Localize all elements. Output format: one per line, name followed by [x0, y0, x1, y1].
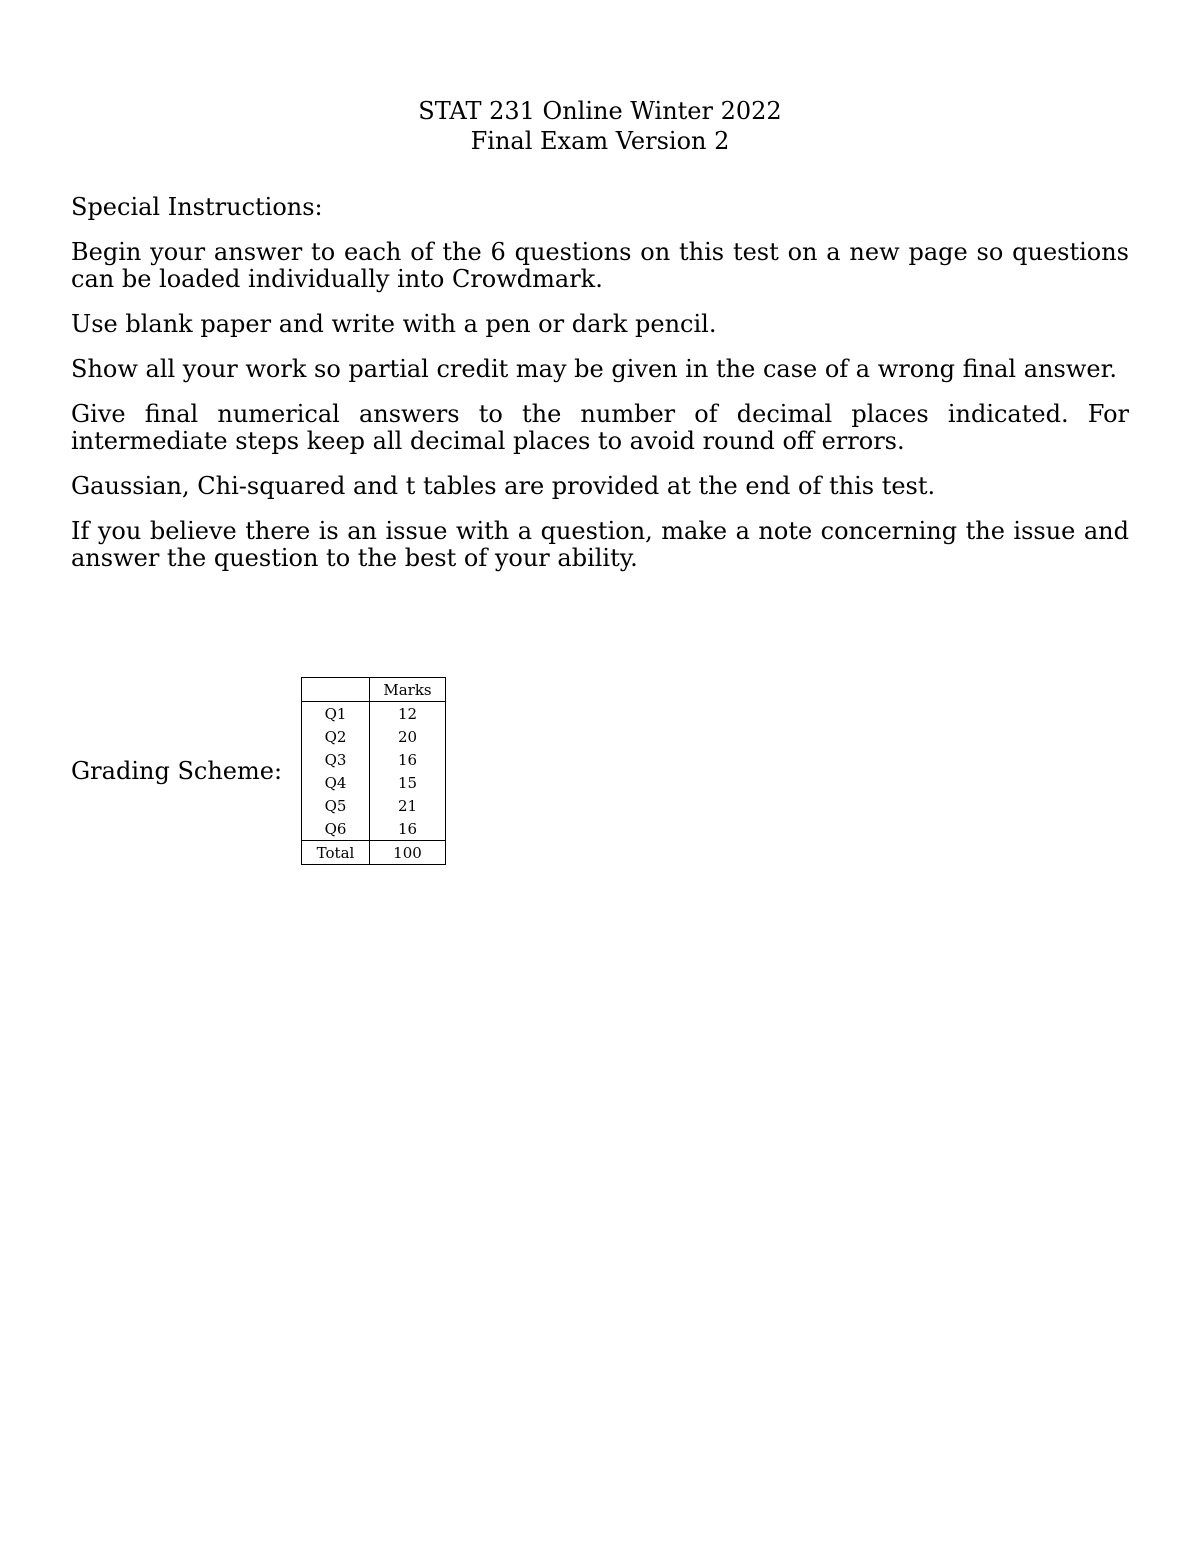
- marks-table-header-row: [302, 678, 446, 702]
- table-row: [302, 794, 446, 817]
- course-title: STAT 231 Online Winter 2022: [418, 97, 782, 125]
- table-row: [302, 748, 446, 771]
- table-row: [302, 725, 446, 748]
- question-cell: Q3: [302, 748, 370, 771]
- marks-cell: 16: [370, 748, 446, 771]
- question-cell: Q2: [302, 725, 370, 748]
- marks-cell: 21: [370, 794, 446, 817]
- header-blank-cell: [302, 678, 370, 702]
- grading-scheme: [71, 675, 446, 867]
- table-row: [302, 771, 446, 794]
- grading-scheme-label: Grading Scheme:: [71, 757, 283, 785]
- question-cell: Q6: [302, 817, 370, 841]
- instructions-section: [71, 193, 1129, 590]
- marks-cell: 12: [370, 702, 446, 726]
- instruction-paragraph: Show all your work so partial credit may be given in the case of a wrong final answer.: [71, 355, 1118, 383]
- total-label-cell: Total: [302, 841, 370, 865]
- question-cell: Q4: [302, 771, 370, 794]
- instruction-paragraph: If you believe there is an issue with a question, make a note concerning the issue and answer the question to the best of your ability.: [71, 517, 1129, 572]
- table-row: [302, 817, 446, 841]
- marks-cell: 16: [370, 817, 446, 841]
- marks-cell: 15: [370, 771, 446, 794]
- instruction-paragraph: Use blank paper and write with a pen or dark pencil.: [71, 310, 717, 338]
- marks-column-header: Marks: [370, 678, 446, 702]
- question-cell: Q1: [302, 702, 370, 726]
- instruction-paragraph: Give final numerical answers to the number of decimal places indicated. For intermediate steps keep all decimal places to avoid round off errors.: [71, 400, 1129, 455]
- exam-title: Final Exam Version 2: [470, 127, 730, 155]
- instruction-paragraph: Gaussian, Chi-squared and t tables are provided at the end of this test.: [71, 472, 936, 500]
- title-block: [0, 96, 1200, 156]
- marks-table: [301, 677, 446, 865]
- question-cell: Q5: [302, 794, 370, 817]
- instruction-paragraph: Begin your answer to each of the 6 questions on this test on a new page so questions can be loaded individually into Crowdmark.: [71, 238, 1129, 293]
- total-value-cell: 100: [370, 841, 446, 865]
- marks-cell: 20: [370, 725, 446, 748]
- total-row: [302, 841, 446, 865]
- table-row: [302, 702, 446, 726]
- instructions-heading: Special Instructions:: [71, 193, 323, 221]
